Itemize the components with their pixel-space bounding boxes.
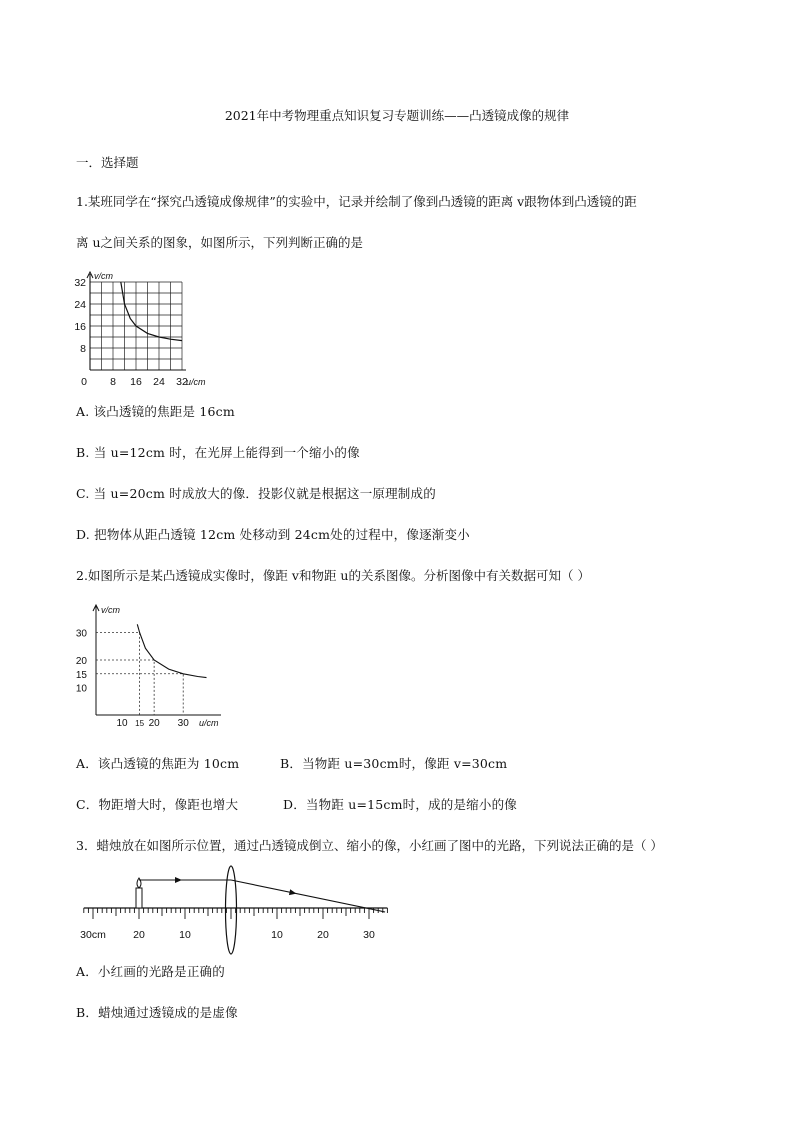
x-tick-label: 20 — [148, 718, 160, 729]
x-tick-label: 15 — [135, 719, 145, 728]
chart-1-v-vs-u-grid — [70, 262, 230, 387]
ray-arrow-icon — [175, 877, 182, 883]
y-tick-label: 16 — [74, 321, 86, 333]
x-tick-label: 10 — [116, 718, 128, 729]
question-2-option-d: D．当物距 u=15cm时，成的是缩小的像 — [283, 797, 517, 812]
question-3-stem: 3．蜡烛放在如图所示位置，通过凸透镜成倒立、缩小的像，小红画了图中的光路，下列说法正确的是（ ） — [76, 838, 663, 853]
y-tick-label: 20 — [75, 656, 87, 667]
question-1-option-a: A. 该凸透镜的焦距是 16cm — [76, 404, 235, 419]
dashed-guide-line — [96, 660, 154, 715]
v-u-curve — [121, 282, 182, 341]
section-heading: 一．选择题 — [76, 155, 139, 170]
ruler-label: 20 — [317, 929, 329, 941]
question-2-option-a: A．该凸透镜的焦距为 10cm — [76, 756, 240, 771]
question-1-option-b: B. 当 u=12cm 时，在光屏上能得到一个缩小的像 — [76, 445, 360, 460]
figure-3-lens-ray-diagram — [80, 862, 390, 952]
y-tick-label: 15 — [75, 669, 87, 681]
ruler-label: 20 — [133, 929, 145, 941]
y-tick-label: 24 — [74, 299, 86, 311]
ray-arrow-icon — [289, 889, 296, 895]
y-tick-label: 30 — [75, 628, 87, 640]
refracted-ray — [231, 880, 385, 912]
x-axis-label: u/cm — [186, 377, 206, 387]
x-tick-label: 30 — [177, 718, 189, 729]
page-title: 2021年中考物理重点知识复习专题训练——凸透镜成像的规律 — [224, 108, 570, 123]
y-tick-label: 32 — [74, 277, 86, 289]
question-3-option-a: A．小红画的光路是正确的 — [76, 964, 225, 979]
ruler-label: 30cm — [80, 929, 106, 941]
x-tick-label: 8 — [110, 376, 116, 388]
chart-2-v-vs-u — [76, 598, 226, 730]
ruler-label: 30 — [363, 929, 375, 941]
question-2-option-c: C．物距增大时，像距也增大 — [76, 797, 239, 812]
question-1-option-c: C. 当 u=20cm 时成放大的像．投影仪就是根据这一原理制成的 — [76, 486, 436, 501]
y-axis-label: v/cm — [94, 271, 113, 281]
question-1-stem-line-1: 1.某班同学在“探究凸透镜成像规律”的实验中，记录并绘制了像到凸透镜的距离 v跟物体到凸透镜的距 — [76, 194, 637, 209]
ruler-label: 10 — [271, 929, 283, 941]
y-axis-label: v/cm — [101, 605, 120, 615]
ruler-label: 10 — [179, 929, 191, 941]
v-u-curve — [137, 624, 206, 677]
y-tick-label: 8 — [80, 343, 86, 355]
question-2-option-b: B．当物距 u=30cm时，像距 v=30cm — [280, 756, 508, 771]
question-2-stem: 2.如图所示是某凸透镜成实像时，像距 v和物距 u的关系图像。分析图像中有关数据可知（ ） — [76, 568, 590, 583]
x-axis-label: u/cm — [199, 718, 219, 728]
y-tick-label: 10 — [75, 683, 87, 695]
candle-body — [136, 888, 142, 908]
x-tick-label: 16 — [130, 376, 142, 388]
question-1-option-d: D. 把物体从距凸透镜 12cm 处移动到 24cm处的过程中，像逐渐变小 — [76, 527, 470, 542]
question-1-stem-line-2: 离 u之间关系的图象，如图所示，下列判断正确的是 — [76, 235, 364, 250]
question-3-option-b: B．蜡烛通过透镜成的是虚像 — [76, 1005, 238, 1020]
x-tick-label: 0 — [81, 376, 87, 388]
x-tick-label: 32 — [176, 376, 188, 388]
x-tick-label: 24 — [153, 376, 165, 388]
